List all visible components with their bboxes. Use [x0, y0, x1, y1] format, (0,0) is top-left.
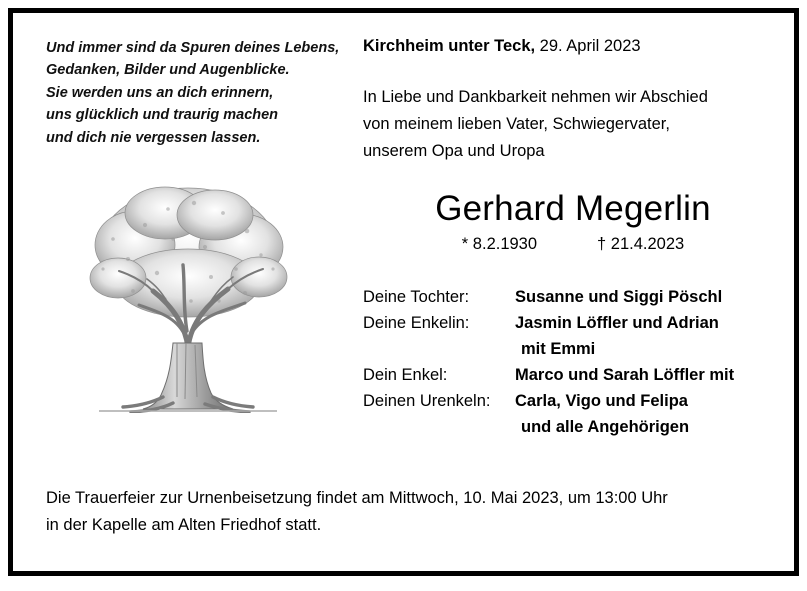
- family-label: Dein Enkel:: [363, 365, 448, 384]
- notice-main-text: [363, 35, 783, 440]
- ceremony-line: Die Trauerfeier zur Urnenbeisetzung findet am Mittwoch, 10. Mai 2023, um 13:00 Uhr: [46, 489, 668, 507]
- poem-line: uns glücklich und traurig machen: [46, 107, 279, 124]
- life-dates: [363, 235, 783, 254]
- family-value: Susanne und Siggi Pöschl: [515, 287, 723, 306]
- poem-line: Und immer sind da Spuren deines Lebens,: [46, 40, 340, 56]
- family-row: [363, 310, 783, 336]
- family-value: Carla, Vigo und Felipa: [515, 392, 688, 410]
- family-row: [363, 284, 783, 310]
- family-list: [363, 284, 783, 440]
- family-value: Marco und Sarah Löffler mit: [515, 365, 735, 384]
- family-label: Deinen Urenkeln:: [363, 392, 491, 410]
- poem-line: und dich nie vergessen lassen.: [46, 129, 261, 146]
- poem-text: [46, 37, 340, 149]
- date-label: 29. April 2023: [539, 37, 641, 55]
- family-label: Deine Enkelin:: [363, 313, 470, 332]
- family-row: [363, 362, 783, 388]
- place-and-date: [363, 35, 783, 58]
- family-value-continued: mit Emmi: [521, 339, 596, 358]
- intro-line: In Liebe und Dankbarkeit nehmen wir Abschied: [363, 88, 708, 107]
- place-label: Kirchheim unter Teck,: [363, 37, 536, 55]
- notice-content: [13, 13, 794, 571]
- poem-line: Sie werden uns an dich erinnern,: [46, 84, 274, 101]
- ceremony-line: in der Kapelle am Alten Friedhof statt.: [46, 515, 322, 534]
- tree-illustration: [73, 173, 303, 413]
- intro-text: [363, 84, 783, 164]
- family-row: [363, 388, 783, 414]
- death-date: † 21.4.2023: [597, 234, 685, 253]
- deceased-name: Gerhard Megerlin: [435, 189, 711, 229]
- intro-line: unserem Opa und Uropa: [363, 141, 545, 160]
- poem-line: Gedanken, Bilder und Augenblicke.: [46, 62, 290, 79]
- family-label: Deine Tochter:: [363, 287, 470, 306]
- intro-line: von meinem lieben Vater, Schwiegervater,: [363, 114, 670, 133]
- birth-date: * 8.2.1930: [461, 234, 538, 253]
- notice-border: [8, 8, 799, 576]
- family-value-continued: und alle Angehörigen: [521, 418, 690, 437]
- ceremony-info: [46, 485, 764, 538]
- family-value: Jasmin Löffler und Adrian: [515, 313, 719, 332]
